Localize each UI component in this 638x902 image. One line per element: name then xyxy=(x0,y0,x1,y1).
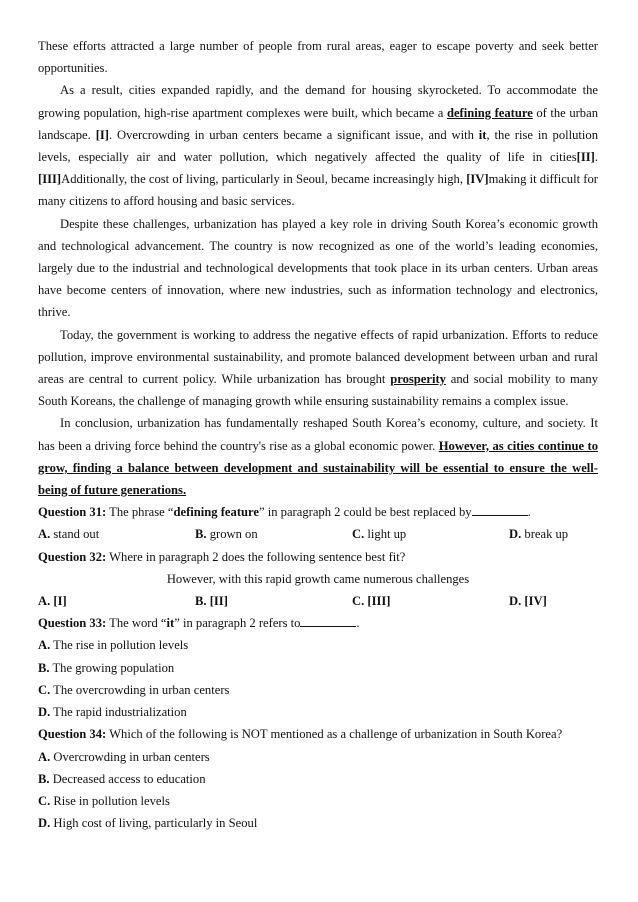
question-31: Question 31: The phrase “defining feature” in paragraph 2 could be best replaced by . xyxy=(38,505,531,520)
option-b[interactable]: B. [II] xyxy=(195,594,228,609)
keyword-prosperity: prosperity xyxy=(390,372,446,387)
document-page xyxy=(38,35,598,834)
option-d[interactable]: D. High cost of living, particularly in Seoul xyxy=(38,816,258,831)
question-32: Question 32: Where in paragraph 2 does the following sentence best fit? xyxy=(38,549,406,564)
paragraph-3: Despite these challenges, urbanization has played a key role in driving South Korea’s economic growth and technological advancement. The country is now recognized as one of the world’s leading economies, largely due to the industrial and technological developments that took place in its urban centers. Urban areas have become centers of innovation, where new industries, such as information technology and electronics, thrive. xyxy=(38,216,598,320)
option-d[interactable]: D. The rapid industrialization xyxy=(38,705,187,720)
option-c[interactable]: C. The overcrowding in urban centers xyxy=(38,682,230,697)
option-c[interactable]: C. Rise in pollution levels xyxy=(38,793,170,808)
option-c[interactable]: C. light up xyxy=(352,527,407,542)
marker-1: [I] xyxy=(95,127,109,142)
paragraph-4: Today, the government is working to address the negative effects of rapid urbanization. Efforts to reduce pollution, improve environmental sustainability, and promote balanced development between urban and rural areas are central to current policy. While urbanization has brought prosperity and social mobility to many South Koreans, the challenge of managing growth while ensuring sustainability remains a complex issue. xyxy=(38,327,598,409)
question-32-options xyxy=(38,590,598,612)
keyword-conclusion-sentence: However, as cities continue to grow, finding a balance between development and sustainability will be essential to ensure the well-being of future generations. xyxy=(38,438,598,498)
question-33: Question 33: The word “it” in paragraph 2 refers to . xyxy=(38,616,360,631)
option-a[interactable]: A. Overcrowding in urban centers xyxy=(38,749,210,764)
answer-blank xyxy=(300,614,356,627)
option-a[interactable]: A. [I] xyxy=(38,594,67,609)
marker-3: [III] xyxy=(38,172,62,187)
option-d[interactable]: D. break up xyxy=(509,527,569,542)
option-b[interactable]: B. The growing population xyxy=(38,660,175,675)
keyword-it: it xyxy=(478,127,487,142)
answer-blank xyxy=(472,503,528,516)
question-32-sentence: However, with this rapid growth came numerous challenges xyxy=(166,571,470,586)
keyword-defining-feature: defining feature xyxy=(446,105,533,120)
question-34: Question 34: Which of the following is NOT mentioned as a challenge of urbanization in South Korea? xyxy=(38,727,563,742)
marker-4: [IV] xyxy=(466,172,489,187)
option-b[interactable]: B. Decreased access to education xyxy=(38,771,206,786)
paragraph-5: In conclusion, urbanization has fundamentally reshaped South Korea’s economy, culture, and society. It has been a driving force behind the country's rise as a global economic power. However, as cities continue to grow, finding a balance between development and sustainability will be essential to ensure the well-being of future generations. xyxy=(38,416,598,498)
option-a[interactable]: A. The rise in pollution levels xyxy=(38,638,189,653)
question-31-options xyxy=(38,523,598,545)
paragraph-2: As a result, cities expanded rapidly, and the demand for housing skyrocketed. To accommodate the growing population, high-rise apartment complexes were built, which became a defining feature of the urban landscape. [I]. Overcrowding in urban centers became a significant issue, and with it, the rise in pollution levels, especially air and water pollution, which negatively affected the quality of life in cities[II]. [III]Additionally, the cost of living, particularly in Seoul, became increasingly high, [IV]making it difficult for many citizens to afford housing and basic services. xyxy=(38,83,599,209)
option-a[interactable]: A. stand out xyxy=(38,527,100,542)
paragraph-1-end: These efforts attracted a large number of people from rural areas, eager to escape poverty and seek better opportunities. xyxy=(38,39,598,76)
marker-2: [II] xyxy=(576,150,595,165)
option-b[interactable]: B. grown on xyxy=(195,527,258,542)
option-c[interactable]: C. [III] xyxy=(352,594,391,609)
option-d[interactable]: D. [IV] xyxy=(509,594,547,609)
